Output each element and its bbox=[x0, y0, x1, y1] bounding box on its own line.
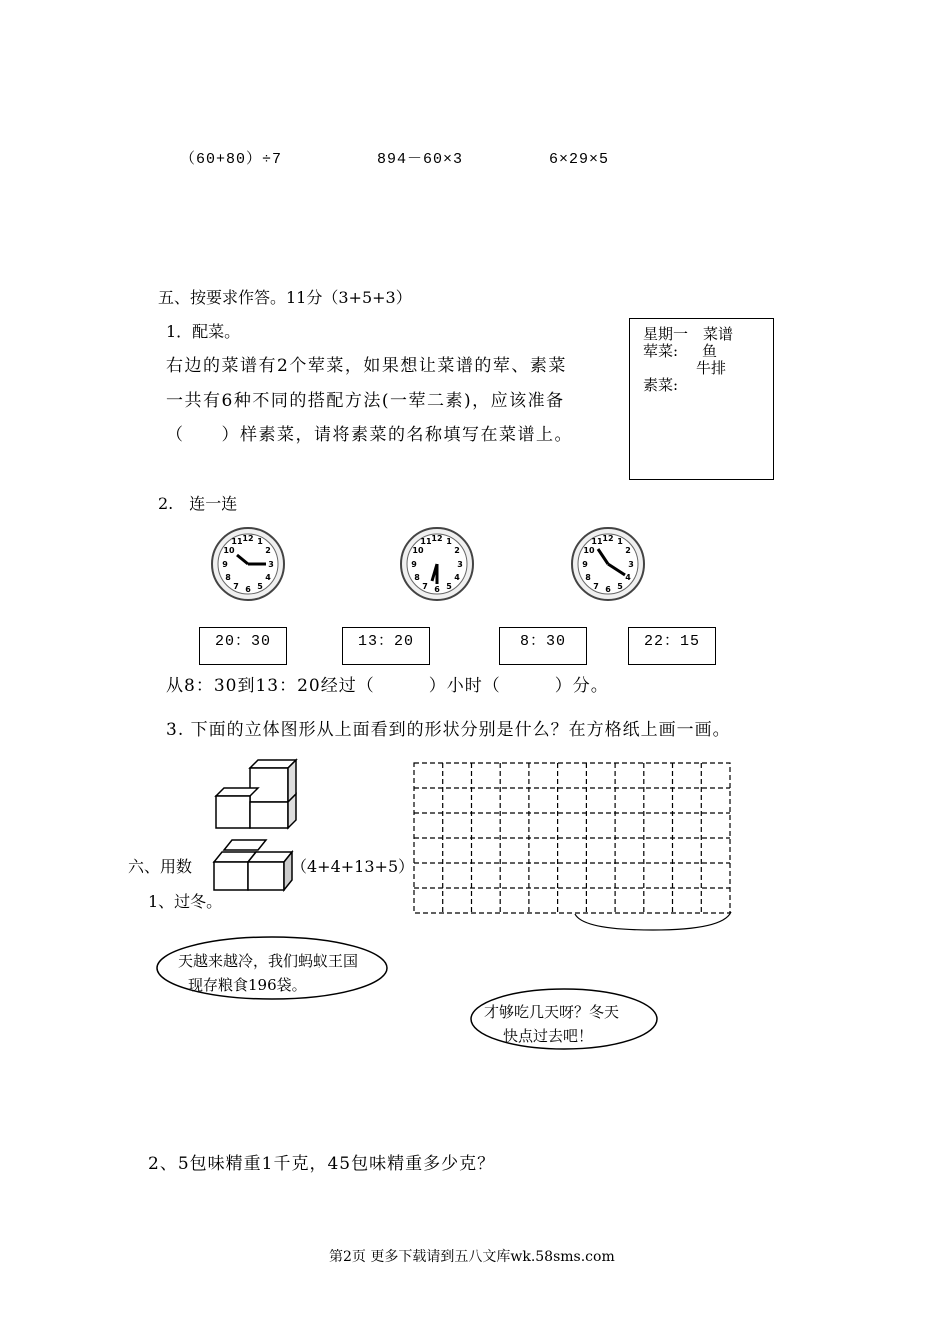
svg-text:12: 12 bbox=[431, 534, 443, 543]
svg-text:3: 3 bbox=[628, 560, 634, 569]
svg-text:5: 5 bbox=[617, 582, 623, 591]
menu-heading: 星期一 菜谱 bbox=[643, 325, 734, 343]
svg-text:6: 6 bbox=[434, 585, 440, 594]
time-box-2-label: 13：20 bbox=[357, 633, 414, 650]
bubble-2-line-1: 才够吃几天呀？冬天 bbox=[484, 1003, 620, 1021]
svg-text:2: 2 bbox=[265, 546, 271, 555]
svg-text:11: 11 bbox=[420, 537, 432, 546]
expression-1: （60+80）÷7 bbox=[180, 151, 283, 168]
svg-text:9: 9 bbox=[411, 560, 417, 569]
svg-text:3: 3 bbox=[457, 560, 463, 569]
svg-text:4: 4 bbox=[265, 573, 271, 582]
svg-text:7: 7 bbox=[593, 582, 599, 591]
svg-text:3: 3 bbox=[268, 560, 274, 569]
s6-q1-title: 1、过冬。 bbox=[148, 892, 223, 911]
section-5-title: 五、按要求作答。11分（3+5+3） bbox=[158, 288, 412, 307]
svg-text:10: 10 bbox=[583, 546, 595, 555]
svg-text:9: 9 bbox=[582, 560, 588, 569]
svg-text:2: 2 bbox=[454, 546, 460, 555]
svg-text:4: 4 bbox=[454, 573, 460, 582]
s6-q2-title: 2、5包味精重1千克，45包味精重多少克？ bbox=[148, 1154, 496, 1174]
q2-question: 从8：30到13：20经过（ ）小时（ ）分。 bbox=[166, 676, 609, 696]
page-footer: 第2页 更多下载请到五八文库wk.58sms.com bbox=[329, 1249, 615, 1265]
time-box-1-label: 20：30 bbox=[214, 633, 271, 650]
cube-figure-1 bbox=[212, 756, 312, 836]
time-box-3-label: 8：30 bbox=[519, 633, 566, 650]
q3-title: 3. 下面的立体图形从上面看到的形状分别是什么？在方格纸上画一画。 bbox=[166, 720, 731, 740]
clock-3 bbox=[568, 524, 648, 604]
svg-text:10: 10 bbox=[412, 546, 424, 555]
time-box-4-label: 22：15 bbox=[643, 633, 700, 650]
q1-line-2: 一共有6种不同的搭配方法(一荤二素)，应该准备 bbox=[166, 391, 565, 411]
svg-text:11: 11 bbox=[591, 537, 603, 546]
time-box-2 bbox=[342, 627, 430, 665]
svg-text:6: 6 bbox=[605, 585, 611, 594]
svg-text:9: 9 bbox=[222, 560, 228, 569]
svg-text:6: 6 bbox=[245, 585, 251, 594]
bubble-2-line-2: 快点过去吧！ bbox=[503, 1027, 594, 1045]
section-6-title-start: 六、用数 bbox=[128, 857, 193, 876]
svg-text:1: 1 bbox=[257, 537, 263, 546]
clock-2 bbox=[397, 524, 477, 604]
time-box-1 bbox=[199, 627, 287, 665]
svg-text:4: 4 bbox=[625, 573, 631, 582]
time-box-3 bbox=[499, 627, 587, 665]
svg-text:5: 5 bbox=[446, 582, 452, 591]
bubble-1-line-1: 天越来越冷，我们蚂蚁王国 bbox=[178, 952, 359, 970]
time-box-4 bbox=[628, 627, 716, 665]
clock-1 bbox=[208, 524, 288, 604]
menu-veg-label: 素菜: bbox=[643, 376, 679, 394]
svg-text:8: 8 bbox=[585, 573, 591, 582]
svg-text:8: 8 bbox=[414, 573, 420, 582]
q1-line-3: （ ）样素菜，请将素菜的名称填写在菜谱上。 bbox=[166, 425, 573, 445]
svg-text:10: 10 bbox=[223, 546, 235, 555]
section-6-title-end: （4+4+13+5） bbox=[291, 857, 415, 876]
svg-text:8: 8 bbox=[225, 573, 231, 582]
expression-3: 6×29×5 bbox=[549, 151, 610, 168]
svg-text:11: 11 bbox=[231, 537, 243, 546]
q1-title: 1．配菜。 bbox=[166, 322, 241, 341]
menu-meat-item-fish: 鱼 bbox=[702, 342, 718, 360]
menu-card bbox=[629, 318, 774, 480]
svg-text:12: 12 bbox=[602, 534, 614, 543]
expression-2: 894－60×3 bbox=[377, 151, 464, 168]
svg-text:2: 2 bbox=[625, 546, 631, 555]
svg-text:1: 1 bbox=[446, 537, 452, 546]
menu-meat-item-steak: 牛排 bbox=[696, 359, 727, 377]
svg-text:1: 1 bbox=[617, 537, 623, 546]
svg-text:7: 7 bbox=[422, 582, 428, 591]
svg-text:7: 7 bbox=[233, 582, 239, 591]
grid-paper bbox=[413, 762, 733, 942]
q2-title: 2. 连一连 bbox=[158, 494, 238, 513]
menu-meat-label: 荤菜: bbox=[643, 342, 679, 360]
q1-line-1: 右边的菜谱有2个荤菜，如果想让菜谱的荤、素菜 bbox=[166, 356, 567, 376]
svg-text:12: 12 bbox=[242, 534, 254, 543]
bubble-1-line-2: 现存粮食196袋。 bbox=[188, 976, 307, 994]
svg-text:5: 5 bbox=[257, 582, 263, 591]
